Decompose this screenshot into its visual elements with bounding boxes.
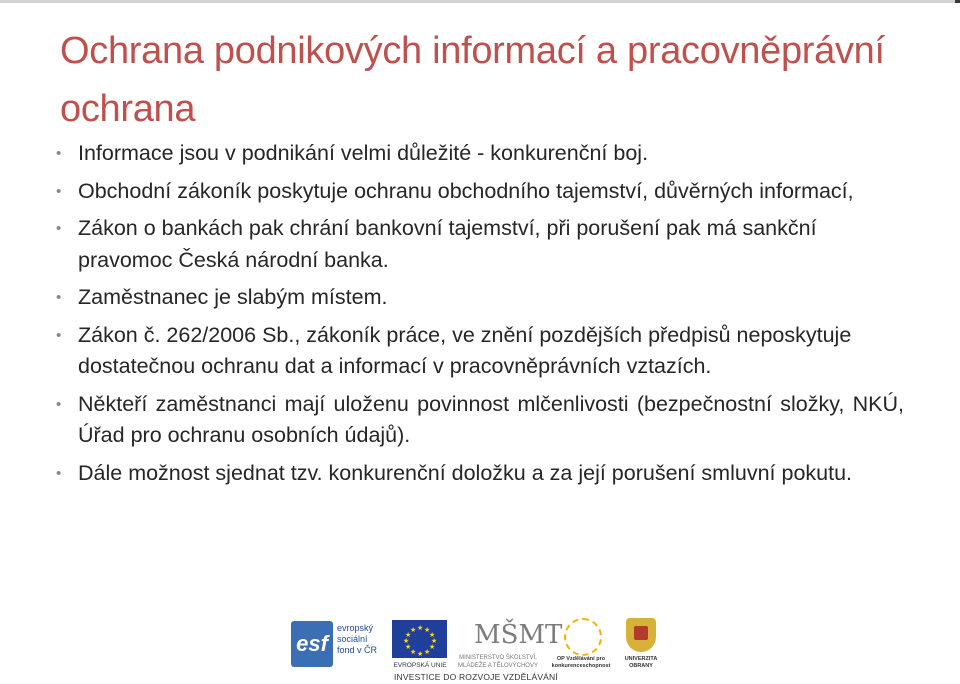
esf-text-line: evropský (337, 623, 374, 633)
eu-label: EVROPSKÁ UNIE (393, 662, 447, 669)
bullet-text: Informace jsou v podnikání velmi důležité - konkurenční boj. (78, 141, 649, 165)
opvk-label: OP Vzdělávání pro konkurenceschopnost (551, 656, 611, 669)
opvk-logo-icon (548, 618, 614, 674)
esf-text (337, 623, 377, 656)
bullet-list (56, 138, 904, 495)
bullet-icon: • (56, 326, 62, 344)
esf-logo-icon (291, 621, 386, 671)
top-divider (0, 0, 960, 3)
bullet-item (56, 458, 904, 490)
slide-title: Ochrana podnikových informací a pracovněprávní ochrana (60, 30, 885, 130)
esf-text-line: sociální (337, 634, 368, 644)
bullet-item (56, 176, 904, 208)
bullet-icon: • (56, 395, 62, 413)
esf-text-line: fond v ČR (337, 645, 378, 655)
bullet-text: Zaměstnanec je slabým místem. (78, 285, 388, 309)
bullet-item (56, 138, 904, 170)
msmt-label: MINISTERSTVO ŠKOLSTVÍ, MLÁDEŽE A TĚLOVÝCHOVY (458, 655, 538, 669)
footer-tagline: INVESTICE DO ROZVOJE VZDĚLÁVÁNÍ (394, 672, 558, 682)
bullet-text: Obchodní zákoník poskytuje ochranu obchodního tajemství, důvěrných informací, (78, 178, 854, 203)
bullet-icon: • (56, 289, 62, 306)
eu-flag-icon (392, 620, 447, 674)
bullet-icon: • (56, 220, 62, 237)
bullet-icon: • (56, 145, 62, 162)
bullet-text: Zákon č. 262/2006 Sb., zákoník práce, ve znění pozdějších předpisů neposkytuje dostatečnou ochranu dat a informací v pracovněprávních vztazích. (78, 322, 852, 378)
bullet-text: Někteří zaměstnanci mají uloženu povinnost mlčenlivosti (bezpečnostní složky, NKÚ, Úřad pro ochranu osobních údajů). (78, 391, 904, 447)
bullet-icon: • (56, 464, 62, 482)
eu-stars: ★ ★ ★ ★ ★ ★ ★ ★ ★ ★ ★ ★ (403, 625, 438, 658)
opvk-mark (564, 618, 602, 656)
bullet-text: Zákon o bankách pak chrání bankovní tajemství, při porušení pak má sankční pravomoc Česká národní banka. (78, 216, 817, 272)
esf-mark: esf (291, 621, 333, 667)
university-shield (626, 618, 656, 652)
bullet-icon: • (56, 182, 62, 200)
bullet-text: Dále možnost sjednat tzv. konkurenční doložku a za její porušení smluvní pokutu. (78, 460, 853, 485)
bullet-item (56, 389, 904, 452)
bullet-item (56, 282, 904, 314)
msmt-mark: MŠMT (474, 620, 563, 650)
university-label: UNIVERZITA OBRANY (624, 656, 658, 669)
bullet-item (56, 320, 904, 383)
bullet-item (56, 213, 904, 276)
msmt-logo-icon (452, 618, 563, 674)
top-corner-mark (955, 0, 960, 3)
university-crest-icon (620, 618, 662, 674)
